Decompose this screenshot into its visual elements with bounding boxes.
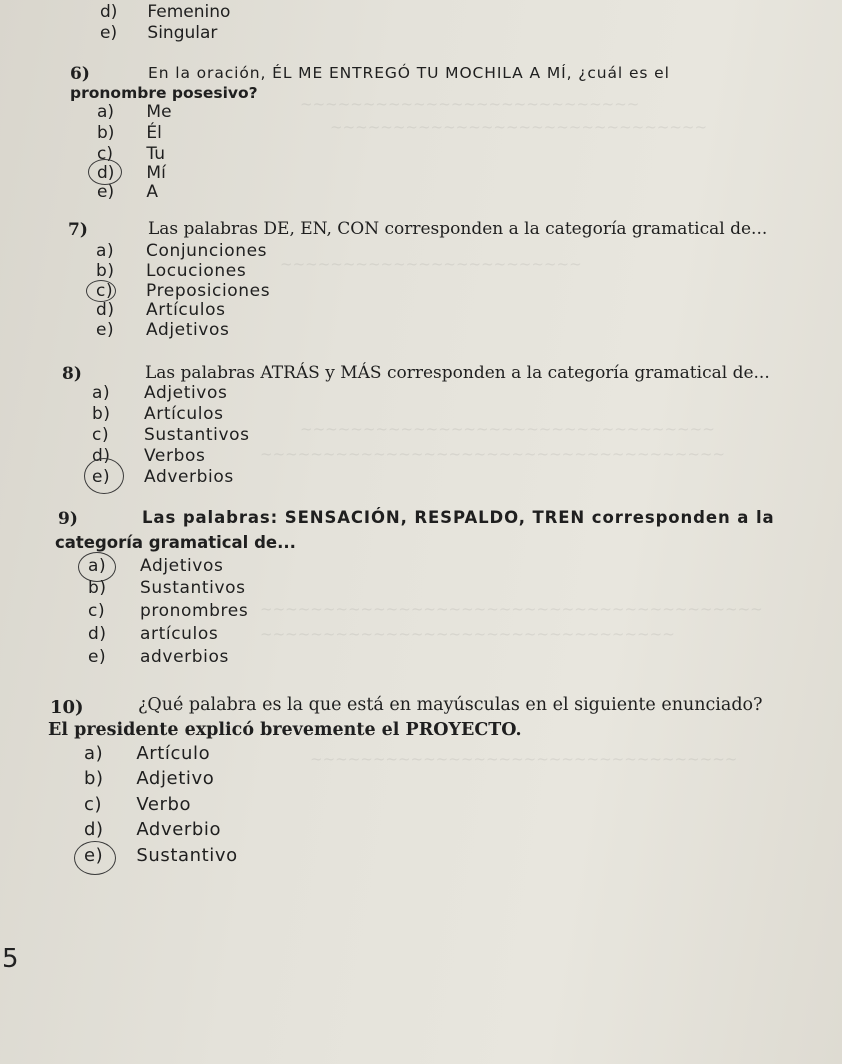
question-number: 6) [70,64,90,84]
question-number: 8) [62,364,82,384]
option-text: Sustantivo [136,845,238,866]
option-letter: e) [88,647,107,667]
question-number: 9) [58,509,78,529]
option-text: artículos [140,624,219,644]
option-row[interactable] [96,261,246,281]
question-stem: pronombre posesivo? [70,84,258,102]
option-text: A [146,182,159,202]
option-letter: e) [100,23,118,43]
option-row [100,2,230,22]
bleed-through-text: ~~~~~~~~~~~~~~~~~~~~~~~~~~~~~~~~~~~~~ [260,445,726,463]
option-letter: b) [88,578,107,598]
option-row[interactable] [84,820,221,840]
option-row[interactable] [96,320,229,340]
option-text: Me [146,102,172,122]
question-stem: El presidente explicó brevemente el PROYECTO. [48,720,522,740]
option-letter: c) [84,794,103,815]
option-letter: a) [97,102,115,122]
option-letter: a) [84,743,104,764]
option-letter: b) [97,123,115,143]
option-letter: a) [88,556,107,576]
bleed-through-text: ~~~~~~~~~~~~~~~~~~~~~~~~~~~~~~~~~ [260,625,675,643]
option-text: Verbo [136,794,192,815]
option-row[interactable] [92,425,250,445]
option-letter: e) [97,182,115,202]
option-text: pronombres [140,601,249,621]
answer-circle-mark [74,841,116,875]
option-row[interactable] [88,647,229,667]
option-text: Artículo [136,743,211,764]
option-text: Tu [146,144,165,164]
option-text: Adverbio [136,819,222,840]
option-text: Él [146,123,162,143]
option-text: Adjetivos [144,383,228,403]
option-letter: c) [88,601,106,621]
option-row[interactable] [88,578,246,598]
option-row[interactable] [92,383,227,403]
option-letter: d) [96,300,115,320]
option-text: Preposiciones [146,281,271,301]
option-text: Adjetivos [146,320,230,340]
option-row[interactable] [84,769,214,789]
answer-circle-mark [86,280,116,302]
question-stem: En la oración, ÉL ME ENTREGÓ TU MOCHILA A MÍ, ¿cuál es el [148,64,670,82]
option-text: Femenino [147,2,231,22]
question-number: 7) [68,220,88,240]
option-text: Adjetivos [140,556,224,576]
option-letter: c) [96,281,114,301]
option-text: Conjunciones [146,241,268,261]
option-letter: b) [84,768,104,789]
option-text: Singular [147,23,218,43]
question-stem: Las palabras: SENSACIÓN, RESPALDO, TREN corresponden a la [142,508,775,527]
option-row[interactable] [97,102,172,122]
option-row[interactable] [88,601,248,621]
option-letter: b) [96,261,115,281]
option-letter: e) [96,320,115,340]
option-row[interactable] [88,624,218,644]
option-text: Verbos [144,446,206,466]
bleed-through-text: ~~~~~~~~~~~~~~~~~~~~~~~~~~~~~~~~~ [300,420,715,438]
option-letter: e) [84,845,104,866]
bleed-through-text: ~~~~~~~~~~~~~~~~~~~~~~~~~~~~~~ [330,118,708,136]
bleed-through-text: ~~~~~~~~~~~~~~~~~~~~~~~~ [280,255,582,273]
option-letter: d) [84,819,104,840]
question-stem: categoría gramatical de... [55,533,296,552]
option-row[interactable] [96,241,267,261]
option-text: Artículos [146,300,226,320]
option-letter: d) [88,624,107,644]
option-letter: a) [96,241,115,261]
option-row [100,23,217,43]
option-row[interactable] [97,123,162,143]
option-row[interactable] [84,744,210,764]
option-row[interactable] [84,795,191,815]
bleed-through-text: ~~~~~~~~~~~~~~~~~~~~~~~~~~~~~~~~~~ [310,750,738,768]
option-row[interactable] [92,404,224,424]
option-text: Mí [146,163,166,183]
option-text: Sustantivos [140,578,246,598]
option-row[interactable] [96,281,270,301]
option-letter: e) [92,467,111,487]
question-stem: Las palabras ATRÁS y MÁS corresponden a la categoría gramatical de... [145,363,770,383]
option-text: Adverbios [144,467,234,487]
option-text: Locuciones [146,261,247,281]
option-letter: d) [100,2,118,22]
question-stem: ¿Qué palabra es la que está en mayúsculas en el siguiente enunciado? [138,695,763,715]
question-stem: Las palabras DE, EN, CON corresponden a la categoría gramatical de... [148,219,768,239]
option-letter: a) [92,383,111,403]
page-number: 5 [2,944,19,974]
option-row[interactable] [97,182,158,202]
answer-circle-mark [84,458,124,494]
option-letter: c) [92,425,110,445]
option-text: Sustantivos [144,425,250,445]
option-letter: b) [92,404,111,424]
option-text: Artículos [144,404,224,424]
bleed-through-text: ~~~~~~~~~~~~~~~~~~~~~~~~~~~ [300,95,640,113]
option-row[interactable] [96,300,226,320]
option-letter: d) [97,163,115,183]
question-number: 10) [50,697,84,718]
option-text: Adjetivo [136,768,215,789]
option-letter: d) [92,446,111,466]
option-text: adverbios [140,647,229,667]
option-letter: c) [97,144,113,164]
bleed-through-text: ~~~~~~~~~~~~~~~~~~~~~~~~~~~~~~~~~~~~~~~~ [260,600,763,618]
